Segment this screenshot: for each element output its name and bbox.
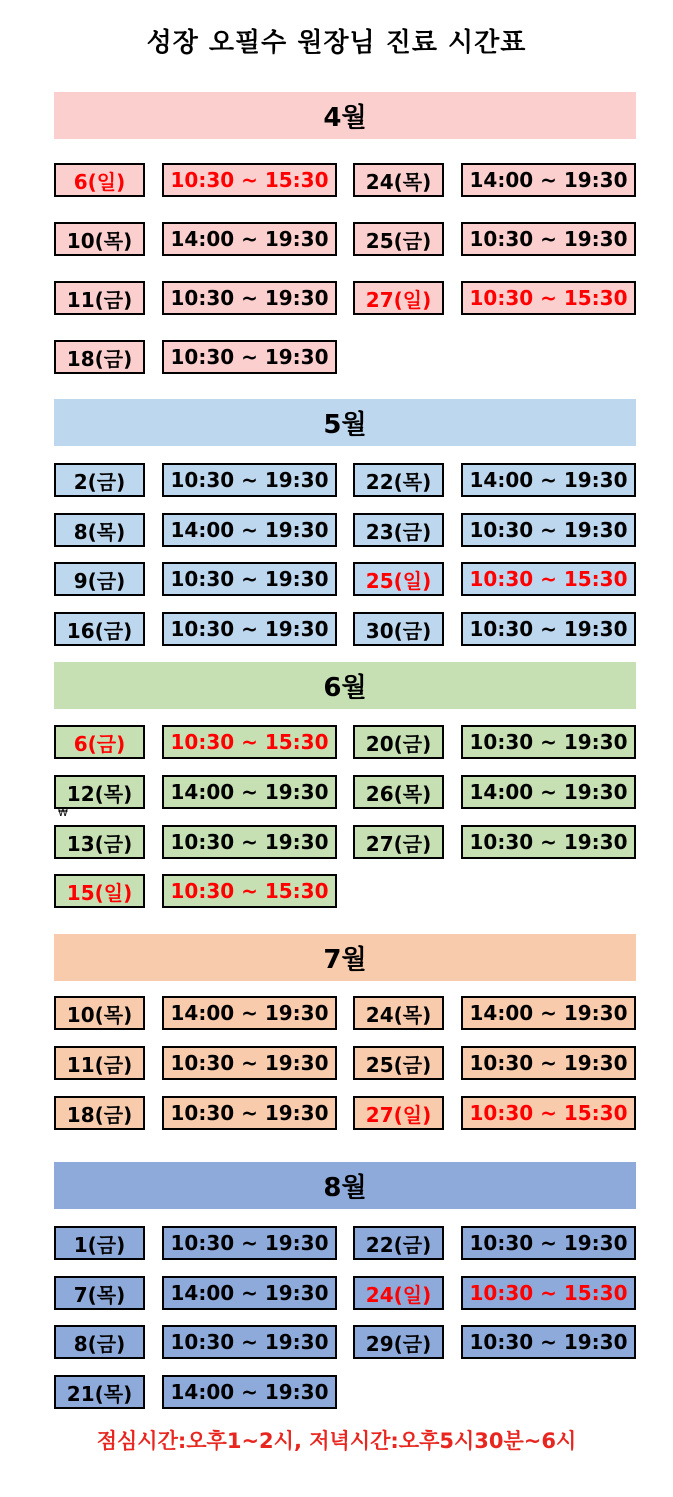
schedule-date: 11(금) — [54, 281, 145, 315]
schedule-hours: 14:00 ~ 19:30 — [461, 163, 636, 197]
schedule-date: 27(일) — [353, 1096, 444, 1130]
schedule-date: 25(일) — [353, 562, 444, 596]
schedule-date: 26(목) — [353, 775, 444, 809]
schedule-hours: 10:30 ~ 19:30 — [461, 1226, 636, 1260]
schedule-hours: 10:30 ~ 15:30 — [461, 562, 636, 596]
schedule-date: 10(목) — [54, 222, 145, 256]
schedule-hours: 10:30 ~ 19:30 — [461, 513, 636, 547]
schedule-date: 8(금) — [54, 1325, 145, 1359]
schedule-hours: 10:30 ~ 19:30 — [162, 1096, 337, 1130]
schedule-hours: 10:30 ~ 19:30 — [461, 1325, 636, 1359]
schedule-date: 1(금) — [54, 1226, 145, 1260]
schedule-date: 11(금) — [54, 1046, 145, 1080]
schedule-date: 21(목) — [54, 1375, 145, 1409]
schedule-date: 16(금) — [54, 612, 145, 646]
schedule-date: 25(금) — [353, 222, 444, 256]
schedule-hours: 14:00 ~ 19:30 — [162, 513, 337, 547]
schedule-hours: 10:30 ~ 15:30 — [162, 874, 337, 908]
schedule-date: 30(금) — [353, 612, 444, 646]
schedule-hours: 10:30 ~ 19:30 — [461, 1046, 636, 1080]
schedule-date: 27(일) — [353, 281, 444, 315]
month-header: 8월 — [54, 1162, 636, 1209]
schedule-date: 23(금) — [353, 513, 444, 547]
month-header: 6월 — [54, 662, 636, 709]
schedule-date: 18(금) — [54, 340, 145, 374]
schedule-date: 25(금) — [353, 1046, 444, 1080]
schedule-hours: 10:30 ~ 15:30 — [162, 163, 337, 197]
stray-mark: ₩ — [58, 808, 68, 819]
schedule-date: 24(목) — [353, 163, 444, 197]
schedule-hours: 14:00 ~ 19:30 — [461, 775, 636, 809]
schedule-hours: 10:30 ~ 15:30 — [162, 725, 337, 759]
schedule-hours: 10:30 ~ 19:30 — [162, 1226, 337, 1260]
schedule-date: 8(목) — [54, 513, 145, 547]
schedule-date: 22(목) — [353, 463, 444, 497]
schedule-hours: 14:00 ~ 19:30 — [162, 996, 337, 1030]
schedule-hours: 10:30 ~ 15:30 — [461, 1096, 636, 1130]
schedule-date: 20(금) — [353, 725, 444, 759]
break-time-note: 점심시간:오후1~2시, 저녁시간:오후5시30분~6시 — [96, 1429, 577, 1453]
schedule-hours: 10:30 ~ 19:30 — [162, 281, 337, 315]
schedule-hours: 10:30 ~ 19:30 — [461, 825, 636, 859]
schedule-hours: 10:30 ~ 19:30 — [162, 340, 337, 374]
month-header: 7월 — [54, 934, 636, 981]
schedule-hours: 10:30 ~ 15:30 — [461, 281, 636, 315]
schedule-hours: 10:30 ~ 19:30 — [162, 825, 337, 859]
schedule-hours: 14:00 ~ 19:30 — [162, 222, 337, 256]
schedule-hours: 10:30 ~ 19:30 — [461, 612, 636, 646]
schedule-hours: 10:30 ~ 19:30 — [162, 612, 337, 646]
schedule-hours: 14:00 ~ 19:30 — [162, 775, 337, 809]
schedule-hours: 10:30 ~ 15:30 — [461, 1276, 636, 1310]
schedule-hours: 10:30 ~ 19:30 — [461, 725, 636, 759]
schedule-date: 29(금) — [353, 1325, 444, 1359]
schedule-date: 12(목) — [54, 775, 145, 809]
schedule-hours: 14:00 ~ 19:30 — [162, 1276, 337, 1310]
schedule-date: 13(금) — [54, 825, 145, 859]
schedule-date: 27(금) — [353, 825, 444, 859]
schedule-hours: 14:00 ~ 19:30 — [461, 463, 636, 497]
schedule-hours: 10:30 ~ 19:30 — [461, 222, 636, 256]
schedule-date: 6(금) — [54, 725, 145, 759]
schedule-date: 9(금) — [54, 562, 145, 596]
schedule-hours: 10:30 ~ 19:30 — [162, 562, 337, 596]
schedule-date: 24(목) — [353, 996, 444, 1030]
schedule-date: 2(금) — [54, 463, 145, 497]
schedule-date: 24(일) — [353, 1276, 444, 1310]
schedule-hours: 14:00 ~ 19:30 — [162, 1375, 337, 1409]
schedule-date: 15(일) — [54, 874, 145, 908]
page-title: 성장 오필수 원장님 진료 시간표 — [146, 28, 527, 58]
month-header: 5월 — [54, 399, 636, 446]
month-header: 4월 — [54, 92, 636, 139]
schedule-date: 7(목) — [54, 1276, 145, 1310]
schedule-hours: 10:30 ~ 19:30 — [162, 1325, 337, 1359]
schedule-date: 22(금) — [353, 1226, 444, 1260]
schedule-date: 10(목) — [54, 996, 145, 1030]
schedule-date: 6(일) — [54, 163, 145, 197]
schedule-date: 18(금) — [54, 1096, 145, 1130]
schedule-hours: 14:00 ~ 19:30 — [461, 996, 636, 1030]
schedule-hours: 10:30 ~ 19:30 — [162, 463, 337, 497]
schedule-hours: 10:30 ~ 19:30 — [162, 1046, 337, 1080]
